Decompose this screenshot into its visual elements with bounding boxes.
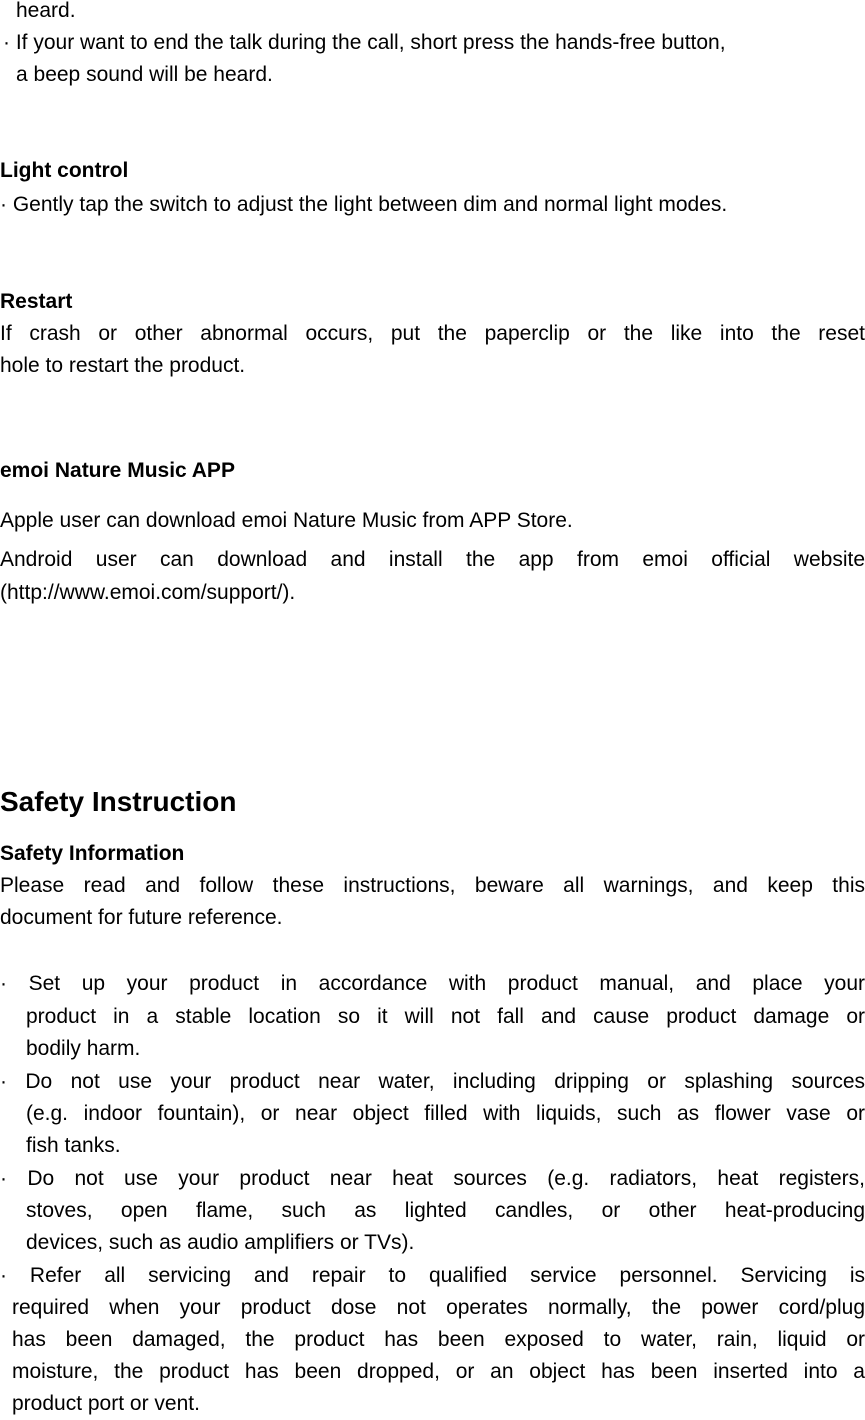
text-line: Android user can download and install the app from emoi official website: [0, 548, 865, 571]
page-title: Safety Instruction: [0, 786, 237, 817]
text-line: Apple user can download emoi Nature Music from APP Store.: [0, 509, 573, 532]
section-heading-restart: Restart: [0, 290, 73, 313]
text-line: a beep sound will be heard.: [16, 63, 273, 86]
list-item: (e.g. indoor fountain), or near object filled with liquids, such as flower vase or: [26, 1102, 865, 1125]
section-heading-safety-information: Safety Information: [0, 842, 185, 865]
list-item: has been damaged, the product has been exposed to water, rain, liquid or: [12, 1328, 865, 1351]
list-item: moisture, the product has been dropped, or an object has been inserted into a: [12, 1360, 865, 1383]
text-line: hole to restart the product.: [0, 354, 246, 377]
text-line: heard.: [16, 0, 76, 22]
text-line: If crash or other abnormal occurs, put the paperclip or the like into the reset: [0, 322, 865, 345]
text-line: document for future reference.: [0, 906, 283, 929]
list-item: devices, such as audio amplifiers or TVs).: [26, 1231, 415, 1254]
text-line: (http://www.emoi.com/support/).: [0, 581, 296, 604]
list-item: · Refer all servicing and repair to qualified service personnel. Servicing is: [0, 1264, 865, 1287]
list-item: bodily harm.: [26, 1037, 141, 1060]
list-item: stoves, open flame, such as lighted candles, or other heat-producing: [26, 1199, 865, 1222]
section-heading-app: emoi Nature Music APP: [0, 459, 235, 482]
section-heading-light-control: Light control: [0, 159, 129, 182]
list-item: product in a stable location so it will not fall and cause product damage or: [26, 1005, 865, 1028]
text-line: · If your want to end the talk during the call, short press the hands-free button,: [3, 31, 726, 54]
list-item: · Do not use your product near water, including dripping or splashing sources: [0, 1070, 865, 1093]
list-item: · Do not use your product near heat sources (e.g. radiators, heat registers,: [0, 1167, 865, 1190]
text-line: Please read and follow these instructions, beware all warnings, and keep this: [0, 874, 865, 897]
list-item: · Set up your product in accordance with product manual, and place your: [0, 972, 865, 995]
list-item: required when your product dose not operates normally, the power cord/plug: [12, 1296, 865, 1319]
list-item: product port or vent.: [12, 1392, 200, 1415]
list-item: fish tanks.: [26, 1134, 121, 1157]
text-line: · Gently tap the switch to adjust the light between dim and normal light modes.: [0, 193, 728, 216]
